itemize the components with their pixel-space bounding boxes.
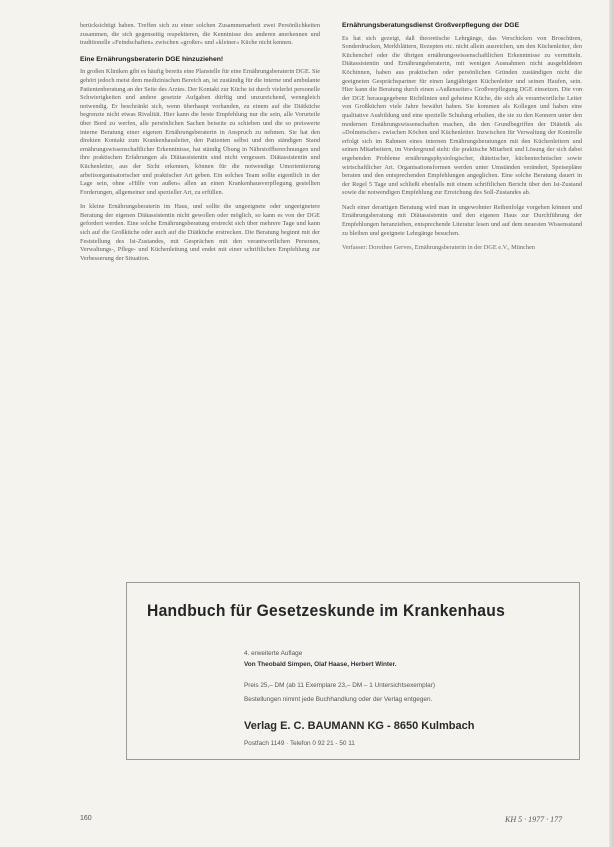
- journal-reference: KH 5 · 1977 · 177: [505, 815, 563, 824]
- book-advertisement: [126, 582, 580, 760]
- page-number: 160: [80, 815, 92, 822]
- ad-ordering: Bestellungen nimmt jede Buchhandlung oder der Verlag entgegen.: [244, 696, 433, 703]
- ad-publisher: Verlag E. C. BAUMANN KG - 8650 Kulmbach: [244, 720, 475, 732]
- left-section-heading: Eine Ernährungsberaterin DGE hinzuziehen!: [80, 55, 224, 63]
- ad-edition: 4. erweiterte Auflage: [244, 650, 303, 657]
- left-column: [80, 22, 320, 269]
- scan-edge-shadow: [609, 0, 613, 847]
- right-paragraph-1: Es hat sich gezeigt, daß theoretische Lehrgänge, das Verschicken von Broschüren, Sonderdrucken, Merkblättern, Rezepten etc. nicht allein ausreichen, um den Küchenleiter, den Küchenchef oder die übrigen ernährungswissenschaftlichen Erkenntnisse zu vermitteln. Diätassistentin und Ernährungsberaterin, mit wenigen Ausnahmen nicht ausgebildeten Köchinnen, haben aus praktischen oder persönlichen Gründen zuständigen nicht die geeigneten Gesprächspartner für einen langjährigen Küchenleiter und seinen Haufen, sein. Hier kann die Beratung durch einen »Außenseiter« Großverpflegung DGE einsetzen. Die von der DGE herausgegebene Richtlinien und geheime Küche, die sich als verantwortliche Leiter von Großküchen viele Jahre bewährt haben. Sie kommen als Kollegen und haben eine qualitative Ausbildung und eine spezielle Schulung erhalten, die sie zu den Kennern unter den modernen Ernährungswissenschaften machen, die den Grundbegriffen der Diätetik als »Dolmetscher« zwischen Köchen und Küchenleiter. Inzwischen für Verwaltung der Kontrolle erfolgt sich im Rahmen eines internen Ernährungsberatungen mit den Küchenleitern und seinen Mitarbeitern, im Vordergrund steht: die praktische Mitarbeit und Lösung der sich dabei ergebenden Probleme ernährungsphysiologischer, diätetischer, küchentechnischer sowie wirtschaftlicher Art. Organisationsformen werden unter Umständen verändert, Speisepläne beraten und den entsprechenden Empfehlungen angeglichen. Eine solche Beratung dauert in der Regel 5 Tage und schließt ebenfalls mit einem schriftlichen Bericht über den Ist-Zustand sowie die notwendigen Empfehlung zur Erreichung des Soll-Zustandes ab.: [342, 34, 582, 197]
- left-paragraph-1: In großen Kliniken gibt es häufig bereits eine Planstelle für eine Ernährungsberaterin DGE. Sie gehört jedoch meist dem medizinischen Bereich an, ist zuständig für die interne und ambulante Patientenberatung an der Seite des Arztes. Der Kontakt zur Küche ist durch vielerlei personelle Schwierigkeiten und andere gesetzte Aufgaben dürftig und unzureichend, wenngleich notwendig. Er beschränkt sich, wenn überhaupt vorhanden, zu einem auf die Diätküche begrenzte nicht etwas Rivalität. Hier kann die beste Empfehlung nur die sein, alle Vorurteile über Bord zu werfen, alle persönlichen Sachen beiseite zu schieben und die so preiswerte interne Beratung einer eigenen Ernährungsberaterin in Anspruch zu nehmen. Sie hat den direkten Kontakt zum Krankenhausleiter, den Patienten selbst und den ständigen Stand ernährungswissenschaftlicher Erkenntnisse, hat ständig Übung in Nährstoffberechnungen und ihre praktischen Erfahrungen als Diätassistentin sind nicht vergessen. Diätassistentin und Küchenleiter, aus der Sicht erkennen, können für die notwendige Umorientierung arbeitsorganisatorischer und praktischer Art geben. Ein solches Team sollte eigentlich in der Lage sein, ohne »Hilfe von außen« allen an einen Krankenhausverpflegung gestellten Forderungen, allgemeiner und spezieller Art, zu erfüllen.: [80, 68, 320, 196]
- left-paragraph-2: In kleine Ernährungsberaterin im Haus, und sollte die ungeeignete oder ungeeignetere Beratung der eigenen Diätassistentin nicht gewollen oder möglich, so kann es von der DGE gefordert werden. Eine solche Ernährungsberatung erstreckt sich über mehrere Tage und kann sich auf die Großküche oder auch auf die Diätküche erstrecken. Die Beratung beginnt mit der Feststellung des Ist-Zustandes, mit Gesprächen mit den verantwortlichen Personen, Verwaltungs-, Pflege- und Küchenleitung und endet mit einer schriftlichen Empfehlung zur Verbesserung der Situation.: [80, 203, 320, 262]
- right-column: [342, 22, 582, 259]
- ad-contact: Postfach 1149 · Telefon 0 92 21 - 50 11: [244, 740, 355, 747]
- ad-authors: Von Theobald Simpen, Olaf Haase, Herbert Winter.: [244, 661, 397, 668]
- author-signature: Verfasser: Dorothee Gerves, Ernährungsberaterin in der DGE e.V., München: [342, 244, 535, 252]
- ad-price: Preis 25,– DM (ab 11 Exemplare 23,– DM – 1 Untersichtsexemplar): [244, 682, 435, 689]
- right-section-heading: Ernährungsberatungsdienst Großverpflegung der DGE: [342, 22, 520, 29]
- left-intro-paragraph: berücksichtigt haben. Treffen sich zu einer solchen Zusammenarbeit zwei Persönlichkeiten zusammen, die sich gegenseitig respektieren, die Kenntnisse des anderen anerkennen und traditionelle »Feindschaften« zwischen »großer« und »kleiner« Küche nicht kennen.: [80, 22, 320, 47]
- ad-title: Handbuch für Gesetzeskunde im Krankenhaus: [147, 601, 506, 620]
- right-paragraph-2: Nach einer derartigen Beratung wird man in ungewohnter Reihenfolge vorgehen können und Ernährungsberatung mit Diätassistentin und den eigenen Haus zur Durchführung der Empfehlungen heranziehen, entsprechende Literatur lesen und auf dem neuesten Wissensstand zu bleiben und geeignete Lehrgänge besuchen.: [342, 203, 582, 237]
